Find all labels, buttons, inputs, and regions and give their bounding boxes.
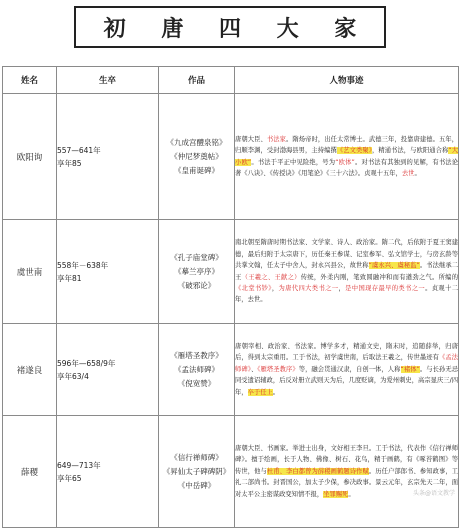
- life-years: 596年—658/9年: [57, 358, 116, 368]
- deed-text: 唐朝宰相、政治家、书法家。博学多才，精通文史，隋末时，追随薛举，归唐后，得到太宗重用。工于书法，初学虞世南，后取法王羲之，传世墨迹有: [235, 342, 458, 362]
- deed-text: 、: [250, 365, 258, 373]
- page-title: 初 唐 四 大 家: [74, 6, 386, 48]
- highlighted-text: 卒于任上: [247, 388, 273, 396]
- work-item: 《仲尼梦奠帖》: [170, 151, 223, 161]
- deed-text: 唐朝大臣、: [235, 135, 267, 143]
- watermark: 头条@语文教学: [412, 490, 455, 497]
- highlighted-text: 书法家: [266, 135, 286, 143]
- person-life: [57, 220, 159, 324]
- highlighted-text: （王羲之、王献之）: [241, 273, 301, 281]
- deed-text: 唐朝大臣、书画家。举进士出身，文好相王李旦。工于书法，代表作《信行禅师碑》。擅于绘画，长于人物、佛像、树石、花鸟，精于画鹤，有《啄苔鹤图》等传世，他与: [235, 444, 458, 475]
- person-works: [159, 94, 235, 220]
- header-name: 姓名: [3, 67, 57, 94]
- deed-text: 。贞观十二年，去世。: [235, 284, 459, 304]
- life-years: 558年－638年: [57, 260, 109, 270]
- deed-text: ，: [271, 284, 279, 292]
- highlighted-text: 去世: [401, 169, 415, 177]
- work-item: 《中岳碑》: [177, 480, 216, 490]
- highlighted-text: 《北堂书钞》: [235, 284, 272, 292]
- highlighted-text: 《艺文类聚》: [336, 147, 372, 155]
- person-name: 褚遂良: [3, 324, 57, 416]
- person-deeds: [235, 220, 459, 324]
- person-name: 虞世南: [3, 220, 57, 324]
- work-item: 《孔子庙堂碑》: [170, 252, 223, 262]
- person-deeds: [235, 94, 459, 220]
- deed-text: 。: [272, 388, 280, 396]
- person-life: [57, 94, 159, 220]
- work-item: 《九成宫醴泉铭》: [166, 137, 227, 147]
- work-item: 《信行禅师碑》: [170, 452, 223, 462]
- life-age: 享年65: [57, 473, 82, 483]
- deed-text: 。书法于平正中见险绝，号为: [251, 158, 336, 166]
- person-deeds: [235, 416, 459, 528]
- work-item: 《皇甫诞碑》: [174, 165, 219, 175]
- deed-text: 。: [348, 490, 355, 498]
- work-item: 《摹兰亭序》: [174, 266, 219, 276]
- life-age: 享年81: [57, 273, 82, 283]
- table-header-row: [3, 67, 459, 94]
- life-age: 享年85: [57, 158, 82, 168]
- deed-text: 南北朝至隋唐时期书法家、文学家、诗人、政治家。隋二代，后依附于夏王窦建德，最后归附于太宗唐下，历任秦王参谋、记室参军、弘文馆学士，与房玄龄等共掌文翰，任太子中舍人，封永兴县公，故世称: [235, 239, 458, 270]
- highlighted-text: “褚体”: [400, 365, 420, 373]
- person-works: [159, 416, 235, 528]
- person-name: 薛稷: [3, 416, 57, 528]
- deed-text: ，: [338, 284, 346, 292]
- work-item: 《孟法师碑》: [174, 364, 219, 374]
- highlighted-text: “欧体”: [335, 158, 355, 166]
- deed-text: 。对书法有其独到的见解，有书法论著《八诀》、《传授诀》《用笔论》《三十六法》。贞观十五年，: [235, 158, 459, 177]
- work-item: 《雁塔圣教序》: [170, 350, 223, 360]
- person-life: [57, 416, 159, 528]
- table-row: [3, 324, 459, 416]
- deed-text: 传统，外柔内刚，笔致圆融冲和而有遒劲之气。所编的: [300, 273, 459, 281]
- table-row: [3, 94, 459, 220]
- highlighted-text: 《孟法师碑》: [235, 354, 459, 373]
- deed-text: 。与长孙无忌同受遗诏辅政，后反对册立武则天为后，几度贬谪，为爱州刺史，高宗显庆三/四年，: [235, 365, 459, 396]
- life-years: 557—641年: [57, 145, 101, 155]
- person-name: 欧阳询: [3, 94, 57, 220]
- work-item: 《倪宽赞》: [177, 378, 216, 388]
- person-works: [159, 220, 235, 324]
- highlighted-text: 《雁塔圣教序》: [257, 365, 299, 373]
- deed-text: ，精通书法，与欧阳通合称: [371, 147, 449, 155]
- highlighted-text: 坐罪赐死: [323, 490, 349, 498]
- calligraphers-table: [2, 66, 459, 528]
- highlighted-text: “虞永兴、虞秘监”: [368, 262, 420, 270]
- deed-text: 。历任户部郎书、参知政事，工礼二部尚书。封晋国公，加太子少保，参决政事。景云元年，玄宗先天二年，面对太平公主密谋政变知情不报，: [235, 467, 459, 498]
- highlighted-text: 杜甫、李白都曾为薛稷画鹤题诗作赋: [266, 467, 369, 475]
- highlighted-text: 是中国现存最早的类书之一: [345, 284, 426, 292]
- highlighted-text: “大小欧”: [235, 147, 459, 166]
- person-works: [159, 324, 235, 416]
- work-item: 《破邪论》: [177, 280, 216, 290]
- table-row: [3, 220, 459, 324]
- header-works: 作品: [159, 67, 235, 94]
- highlighted-text: 为唐代四大类书之一: [278, 284, 339, 292]
- life-years: 649—713年: [57, 460, 101, 470]
- deed-text: 。书法继承二王: [235, 262, 459, 281]
- deed-text: 等，融会贯通汉隶，自创一体，人称: [298, 365, 401, 373]
- person-life: [57, 324, 159, 416]
- deed-text: 。隋炀帝时，出任太常博士。武德三年，投靠唐建德。五年，归顺李渊，受封渤海县男，主持编撰: [235, 135, 459, 155]
- header-deeds: 人物事迹: [235, 67, 459, 94]
- life-age: 享年63/4: [57, 371, 89, 381]
- person-deeds: [235, 324, 459, 416]
- header-life: 生卒: [57, 67, 159, 94]
- deed-text: 。: [414, 169, 421, 177]
- work-item: 《昇仙太子碑碑阴》: [162, 466, 231, 476]
- table-row: [3, 416, 459, 528]
